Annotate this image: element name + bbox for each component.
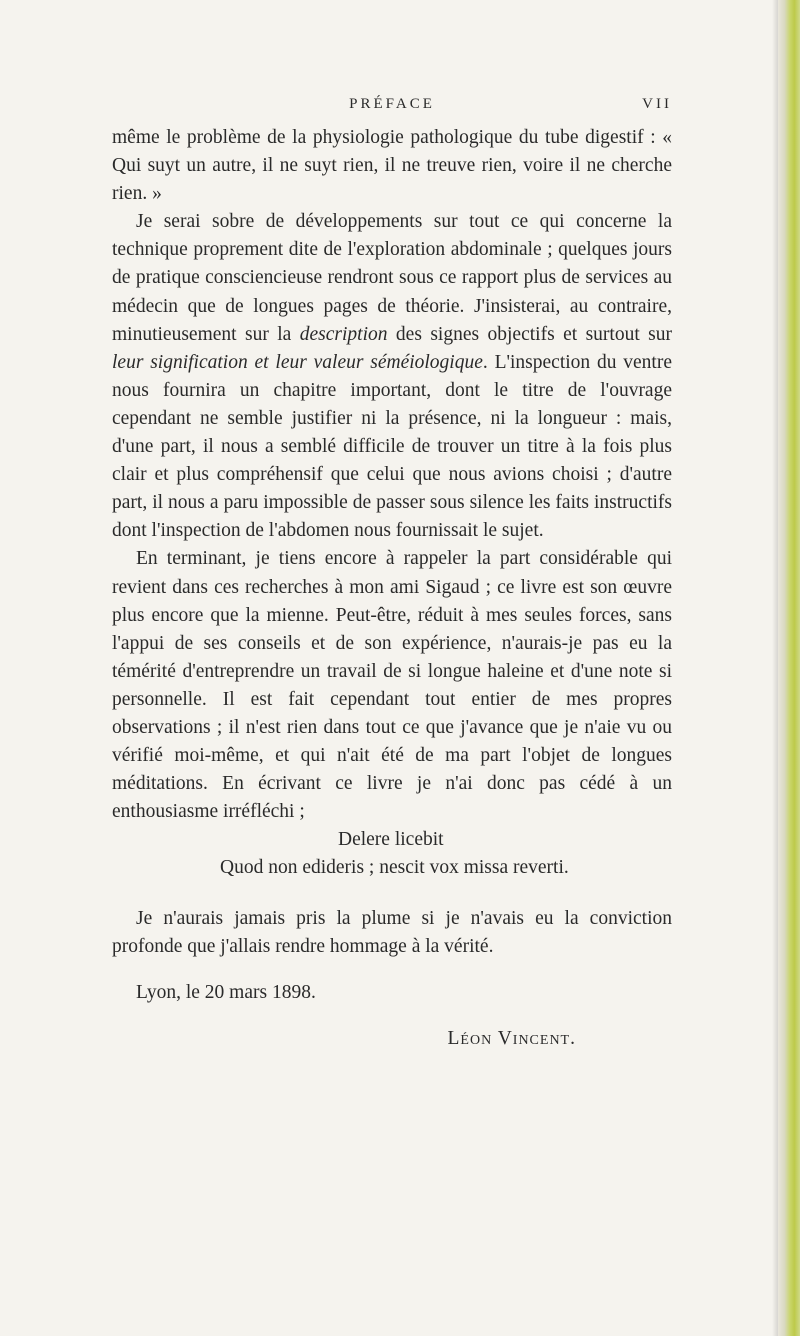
- page-number: VII: [642, 96, 672, 112]
- paragraph-text: . L'inspection du ventre nous fournira un chapitre important, dont le titre de l'ouvrage cependant ne semble justifier ni la présence, ni la longueur : mais, d'une part, il nous a semblé difficile de trouver un titre à la fois plus clair et plus compréhensif que celui que nous avions choisi ; d'autre part, il nous a paru impossible de passer sous silence les faits instructifs dont l'inspection de l'abdomen nous fournissait le sujet.: [112, 351, 672, 542]
- latin-verse-line-1: Delere licebit: [338, 829, 444, 851]
- paragraph-text: des signes objectifs et surtout sur: [387, 323, 673, 345]
- emphasis-description: description: [299, 323, 388, 345]
- paragraph-text: Je serai sobre de développements sur tout ce qui concerne la technique proprement dite de l'exploration abdominale ; quelques jours de pratique consciencieuse rendront sous ce rapport plus de services au médecin que de longues pages de théorie. J'insisterai, au contraire, minutieusement sur la: [112, 211, 672, 345]
- paragraph-technique: [112, 208, 672, 545]
- paragraph-conviction: Je n'aurais jamais pris la plume si je n'avais eu la conviction profonde que j'allais rendre hommage à la vérité.: [112, 907, 672, 957]
- author-signature: Léon Vincent.: [447, 1027, 576, 1049]
- paragraph-acknowledgement: En terminant, je tiens encore à rappeler la part considérable qui revient dans ces recherches à mon ami Sigaud ; ce livre est son œuvre plus encore que la mienne. Peut-être, réduit à mes seules forces, sans l'appui de ses conseils et de son expérience, n'aurais-je pas eu la témérité d'entreprendre un travail de si longue haleine et d'une note si personnelle. Il est fait cependant tout entier de mes propres observations ; il n'est rien dans tout ce que j'avance que je n'aie vu ou vérifié moi-même, et qui n'ait été de ma part l'objet de longues méditations. En écrivant ce livre je n'ai donc pas cédé à un enthousiasme irréfléchi ;: [112, 548, 672, 823]
- paragraph-continued: même le problème de la physiologie pathologique du tube digestif : « Qui suyt un autre, il ne suyt rien, il ne treuve rien, voire il ne cherche rien. »: [112, 127, 672, 205]
- emphasis-signification: leur signification et leur valeur séméiologique: [112, 351, 483, 373]
- book-edge: [778, 0, 800, 1336]
- page-body: [112, 124, 672, 1053]
- latin-verse-line-2: Quod non edideris ; nescit vox missa reverti.: [220, 857, 569, 879]
- running-title: PRÉFACE: [349, 96, 435, 112]
- date-line: Lyon, le 20 mars 1898.: [136, 981, 316, 1003]
